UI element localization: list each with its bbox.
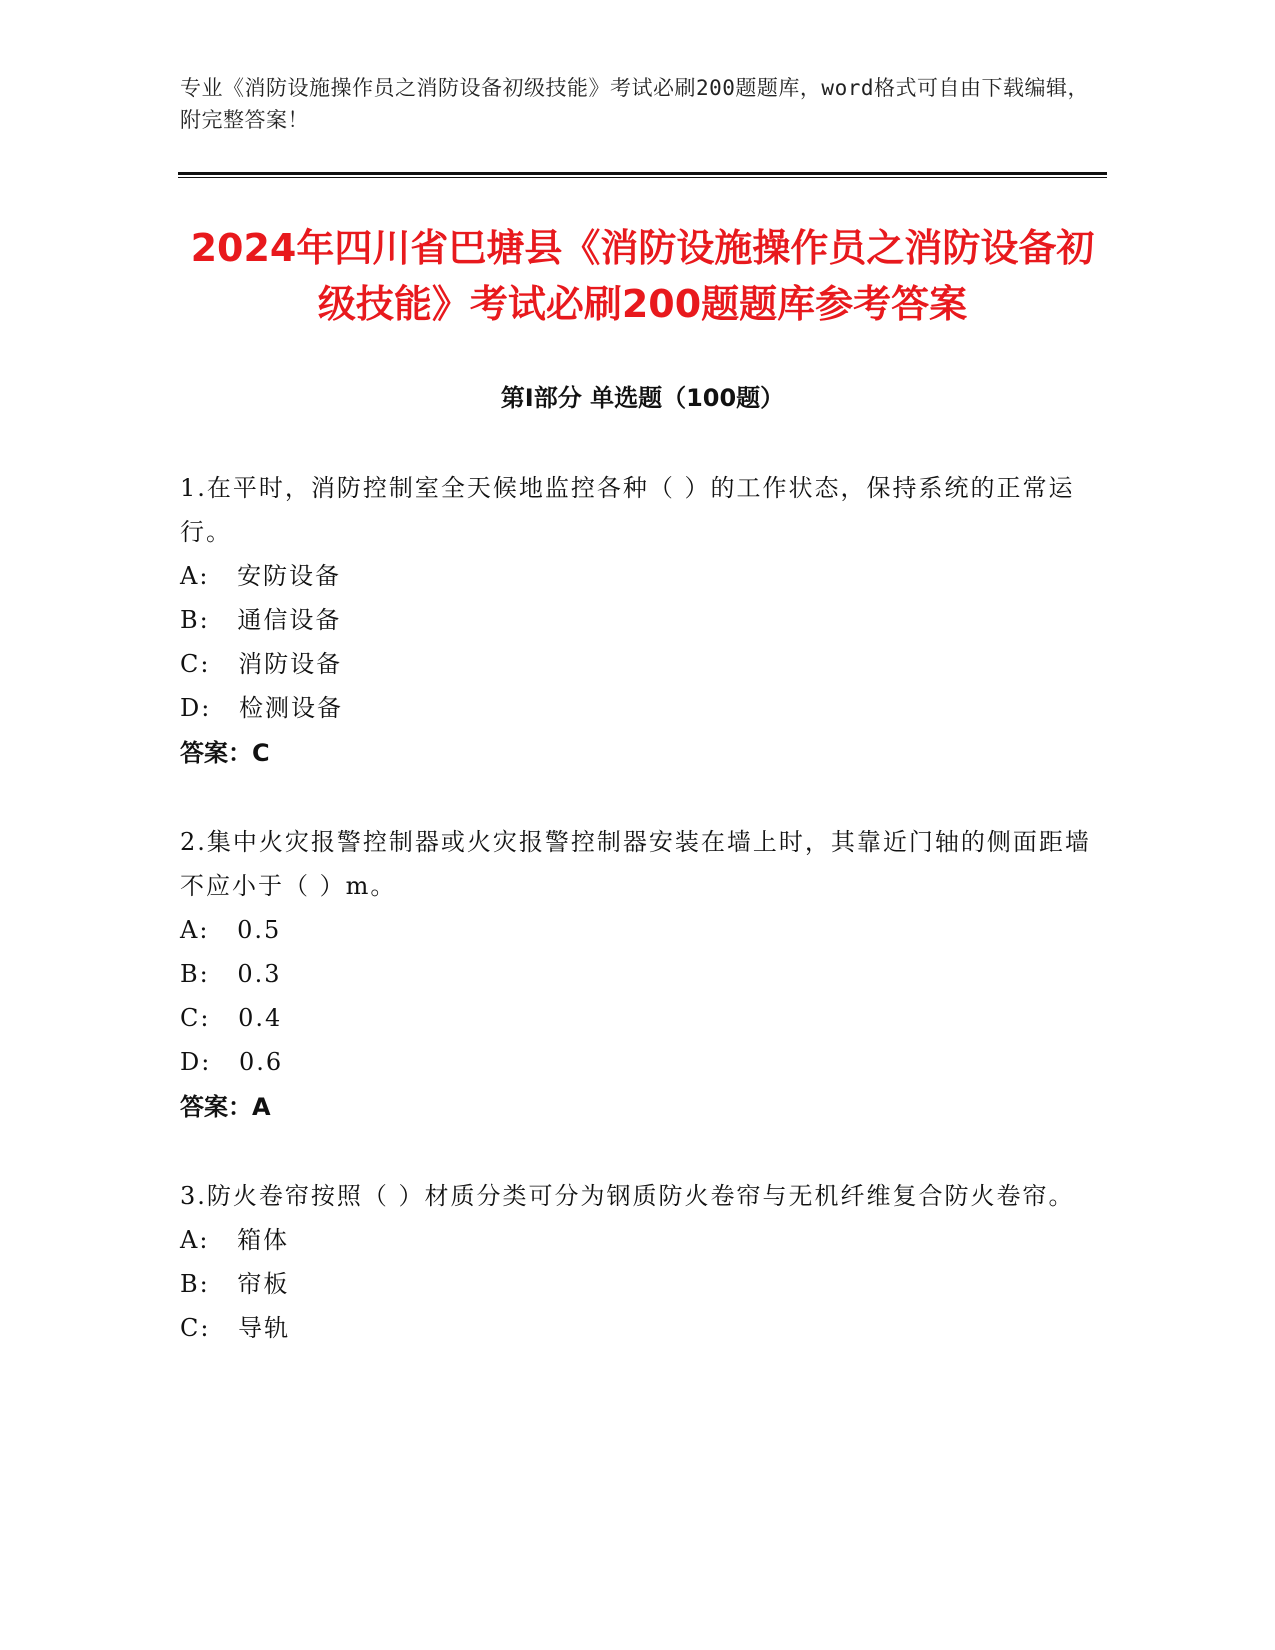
option-text: 检测设备 (238, 694, 343, 722)
option-letter: A: (180, 1226, 210, 1254)
question-stem: 2.集中火灾报警控制器或火灾报警控制器安装在墙上时，其靠近门轴的侧面距墙不应小于（ ）m。 (180, 828, 1091, 900)
option-letter: C: (180, 650, 211, 678)
question-stem: 1.在平时，消防控制室全天候地监控各种（ ）的工作状态，保持系统的正常运行。 (180, 474, 1075, 546)
option-a (180, 1218, 1105, 1262)
option-b (180, 952, 1105, 996)
option-b (180, 1262, 1105, 1306)
option-letter: B: (180, 1270, 210, 1298)
header-divider (178, 172, 1107, 178)
option-letter: A: (180, 562, 210, 590)
option-c (180, 642, 1105, 686)
question-answer: 答案：C (180, 739, 270, 767)
option-letter: B: (180, 606, 210, 634)
option-text: 0.6 (238, 1048, 284, 1076)
option-c (180, 1306, 1105, 1350)
question-item (180, 1174, 1105, 1350)
question-list (180, 466, 1105, 1350)
option-text: 导轨 (238, 1314, 291, 1342)
section-title: 第I部分 单选题（100题） (500, 384, 785, 412)
option-text: 箱体 (237, 1226, 290, 1254)
option-text: 通信设备 (237, 606, 342, 634)
question-answer: 答案：A (180, 1093, 271, 1121)
question-item (180, 820, 1105, 1130)
option-a (180, 908, 1105, 952)
option-text: 0.3 (237, 960, 282, 988)
option-letter: A: (180, 916, 210, 944)
header-note: 专业《消防设施操作员之消防设备初级技能》考试必刷200题题库，word格式可自由下载编辑，附完整答案！ (180, 76, 1089, 132)
question-stem: 3.防火卷帘按照（ ）材质分类可分为钢质防火卷帘与无机纤维复合防火卷帘。 (180, 1182, 1075, 1210)
option-c (180, 996, 1105, 1040)
option-letter: D: (180, 694, 212, 722)
option-letter: C: (180, 1314, 211, 1342)
option-text: 0.4 (238, 1004, 283, 1032)
option-letter: D: (180, 1048, 212, 1076)
option-text: 0.5 (237, 916, 282, 944)
option-text: 消防设备 (238, 650, 343, 678)
option-text: 帘板 (237, 1270, 290, 1298)
question-item (180, 466, 1105, 776)
option-letter: C: (180, 1004, 211, 1032)
option-letter: B: (180, 960, 210, 988)
option-b (180, 598, 1105, 642)
document-title: 2024年四川省巴塘县《消防设施操作员之消防设备初级技能》考试必刷200题题库参考答案 (190, 226, 1095, 326)
option-d (180, 686, 1105, 730)
option-d (180, 1040, 1105, 1084)
option-text: 安防设备 (237, 562, 342, 590)
option-a (180, 554, 1105, 598)
